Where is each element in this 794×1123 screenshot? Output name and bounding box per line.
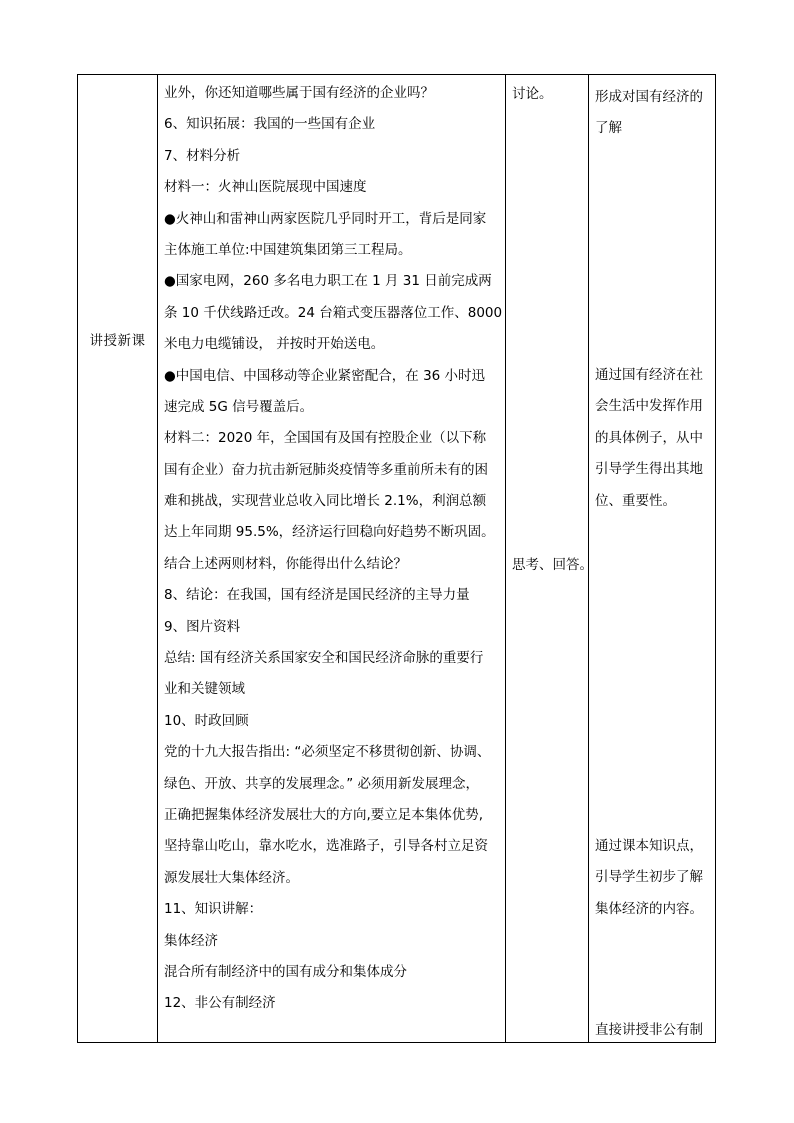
- teaching-content-column: [164, 75, 504, 1020]
- content-line: 党的十九大报告指出: “必须坚定不移贯彻创新、协调、: [164, 744, 491, 761]
- column-divider: [505, 75, 506, 1042]
- content-line: 9、图片资料: [164, 618, 241, 635]
- design-intent-line: 通过国有经济在社: [595, 367, 703, 383]
- content-line: ●中国电信、中国移动等企业紧密配合，在 36 小时迅: [164, 367, 486, 384]
- content-line: 7、材料分析: [164, 147, 241, 164]
- content-line: 业和关键领域: [164, 681, 245, 698]
- content-line: 主体施工单位:中国建筑集团第三工程局。: [164, 241, 412, 258]
- content-line: 难和挑战，实现营业总收入同比增长 2.1%，利润总额: [164, 493, 487, 510]
- design-intent-block-1: [595, 82, 703, 145]
- content-line: 国有企业）奋力抗击新冠肺炎疫情等多重前所未有的困: [164, 461, 488, 478]
- content-line: 混合所有制经济中的国有成分和集体成分: [164, 963, 407, 980]
- content-line: 绿色、开放、共享的发展理念。” 必须用新发展理念，: [164, 775, 480, 792]
- content-line: 总结: 国有经济关系国家安全和国民经济命脉的重要行: [164, 650, 484, 667]
- design-intent-line: 集体经济的内容。: [595, 900, 703, 917]
- student-activity-think-answer: 思考、回答。: [512, 557, 593, 573]
- design-intent-line: 直接讲授非公有制: [595, 1022, 703, 1038]
- content-line: 达上年同期 95.5%，经济运行回稳向好趋势不断巩固。: [164, 524, 495, 541]
- content-line: 12、非公有制经济: [164, 995, 276, 1012]
- content-line: ●国家电网，260 多名电力职工在 1 月 31 日前完成两: [164, 273, 492, 290]
- design-intent-block-2: [595, 360, 703, 517]
- content-line: 条 10 千伏线路迁改。24 台箱式变压器落位工作、8000: [164, 304, 503, 321]
- content-line: 速完成 5G 信号覆盖后。: [164, 398, 314, 415]
- design-intent-line: 的具体例子，从中: [595, 429, 703, 446]
- design-intent-line: 位、重要性。: [595, 492, 676, 509]
- content-line: 材料二：2020 年，全国国有及国有控股企业（以下称: [164, 430, 487, 447]
- content-line: 8、结论：在我国，国有经济是国民经济的主导力量: [164, 587, 470, 604]
- section-label: 讲授新课: [89, 333, 146, 349]
- content-line: 正确把握集体经济发展壮大的方向,要立足本集体优势,: [164, 806, 484, 823]
- design-intent-block-3: [595, 831, 703, 925]
- design-intent-line: 形成对国有经济的: [595, 89, 703, 105]
- design-intent-line: 引导学生得出其地: [595, 461, 703, 478]
- design-intent-line: 通过课本知识点，: [595, 838, 703, 854]
- content-line: 米电力电缆铺设， 并按时开始送电。: [164, 336, 385, 353]
- design-intent-line: 引导学生初步了解: [595, 869, 703, 886]
- content-line: 业外，你还知道哪些属于国有经济的企业吗？: [164, 85, 434, 101]
- content-line: 源发展壮大集体经济。: [164, 869, 299, 886]
- content-line: ●火神山和雷神山两家医院几乎同时开工，背后是同家: [164, 210, 487, 227]
- lesson-plan-table: [77, 74, 716, 1043]
- column-divider: [157, 75, 158, 1042]
- content-line: 结合上述两则材料，你能得出什么结论？: [164, 555, 407, 572]
- content-line: 6、知识拓展：我国的一些国有企业: [164, 116, 376, 133]
- student-activity-discussion: 讨论。: [512, 86, 553, 102]
- content-line: 坚持靠山吃山，靠水吃水，选准路子，引导各村立足资: [164, 838, 488, 855]
- content-line: 11、知识讲解：: [164, 901, 263, 918]
- design-intent-line: 了解: [595, 120, 622, 137]
- content-line: 集体经济: [164, 932, 218, 949]
- design-intent-block-4: [595, 1018, 703, 1038]
- design-intent-line: 会生活中发挥作用: [595, 398, 703, 415]
- content-line: 材料一：火神山医院展现中国速度: [164, 179, 367, 196]
- content-line: 10、时政回顾: [164, 712, 249, 729]
